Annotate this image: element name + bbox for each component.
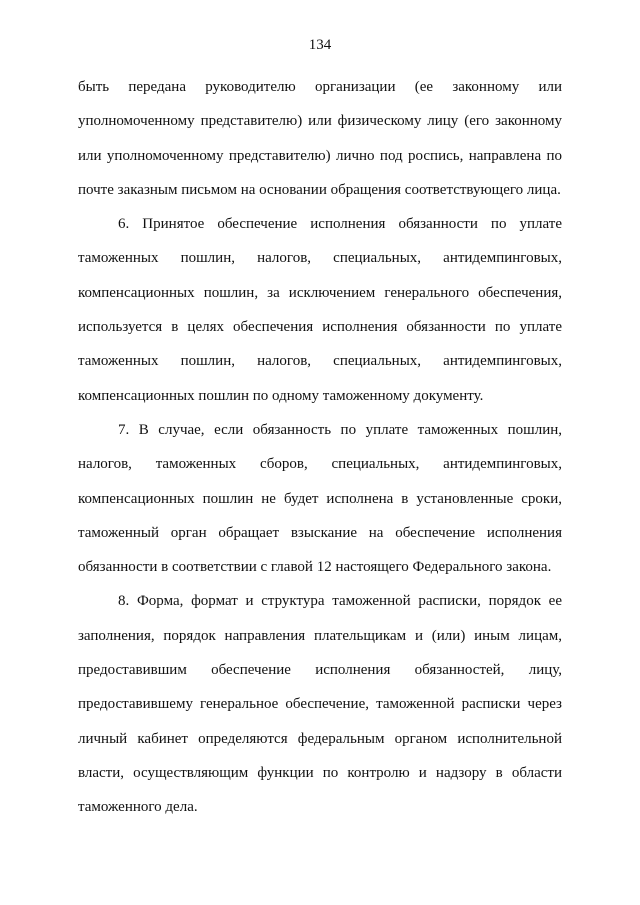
text-line: быть передана руководителю организации (ее законному или <box>78 79 562 95</box>
document-body <box>78 70 562 825</box>
text-line: 7. В случае, если обязанность по уплате таможенных пошлин, <box>118 421 562 438</box>
text-line: заполнения, порядок направления плательщикам и (или) иным лицам, <box>78 627 562 644</box>
text-line: личный кабинет определяются федеральным органом исполнительной <box>78 730 562 747</box>
text-line: таможенный орган обращает взыскание на обеспечение исполнения <box>78 524 562 541</box>
paragraph-8 <box>78 584 562 824</box>
text-line: таможенных пошлин, налогов, специальных, антидемпинговых, <box>78 353 562 370</box>
text-line: уполномоченному представителю) или физическому лицу (его законному <box>78 113 562 130</box>
text-line: или уполномоченному представителю) лично под роспись, направлена по <box>78 147 562 164</box>
paragraph-6 <box>78 207 562 413</box>
text-line: налогов, таможенных сборов, специальных, антидемпинговых, <box>78 456 562 473</box>
text-line: обязанности в соответствии с главой 12 настоящего Федерального закона. <box>78 559 552 576</box>
text-line: используется в целях обеспечения исполнения обязанности по уплате <box>78 319 562 336</box>
text-line: власти, осуществляющим функции по контролю и надзору в области <box>78 764 562 781</box>
paragraph-continuation <box>78 70 562 207</box>
text-line: компенсационных пошлин не будет исполнена в установленные сроки, <box>78 490 562 507</box>
text-line: компенсационных пошлин, за исключением генерального обеспечения, <box>78 284 562 301</box>
text-line: таможенных пошлин, налогов, специальных, антидемпинговых, <box>78 250 562 267</box>
text-line: 6. Принятое обеспечение исполнения обязанности по уплате <box>118 216 562 233</box>
text-line: предоставившему генеральное обеспечение, таможенной расписки через <box>78 696 562 713</box>
text-line: таможенного дела. <box>78 799 198 816</box>
text-line: почте заказным письмом на основании обращения соответствующего лица. <box>78 181 561 198</box>
page-number: 134 <box>308 37 332 53</box>
text-line: предоставившим обеспечение исполнения обязанностей, лицу, <box>78 662 562 679</box>
text-line: 8. Форма, формат и структура таможенной расписки, порядок ее <box>118 593 562 610</box>
text-line: компенсационных пошлин по одному таможенному документу. <box>78 387 484 404</box>
paragraph-7 <box>78 413 562 584</box>
